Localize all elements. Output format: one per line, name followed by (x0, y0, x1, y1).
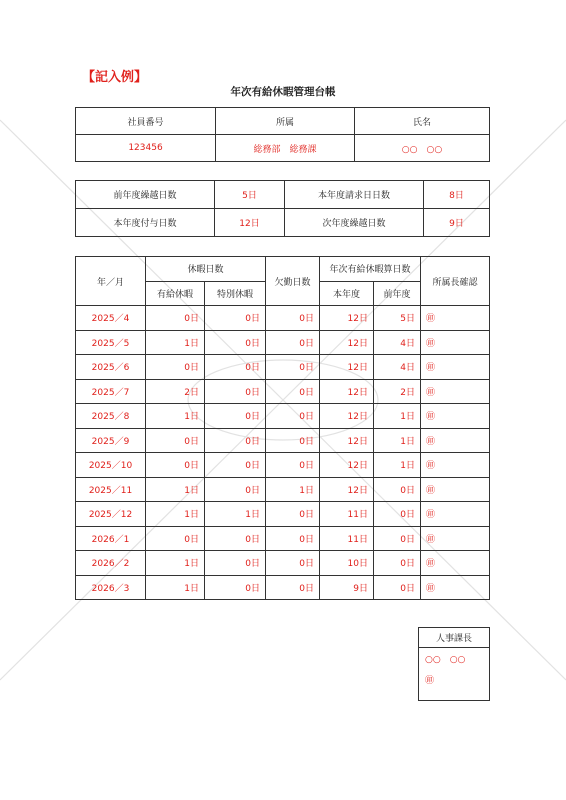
stamp-cell: ㊞ (421, 453, 490, 478)
special-leave-header: 特別休暇 (205, 281, 266, 306)
stamp-cell: ㊞ (421, 575, 490, 600)
stamp-cell: ㊞ (421, 355, 490, 380)
month-cell: 2025／7 (76, 379, 146, 404)
prev-carryover-label: 前年度繰越日数 (76, 181, 215, 209)
month-cell: 2026／1 (76, 526, 146, 551)
table-row (76, 575, 490, 600)
paid-leave-cell: 1日 (146, 477, 205, 502)
last-year-cell: 5日 (374, 306, 421, 331)
table-row (76, 355, 490, 380)
paid-leave-header: 有給休暇 (146, 281, 205, 306)
absence-cell: 0日 (266, 428, 320, 453)
current-requested-value: 8日 (424, 181, 490, 209)
hr-manager-box (418, 627, 490, 701)
paid-leave-cell: 0日 (146, 526, 205, 551)
this-year-cell: 12日 (320, 453, 374, 478)
paid-leave-cell: 1日 (146, 330, 205, 355)
last-year-cell: 0日 (374, 477, 421, 502)
absence-cell: 0日 (266, 330, 320, 355)
current-granted-value: 12日 (215, 209, 285, 237)
manager-confirm-header: 所属長確認 (421, 257, 490, 306)
prev-carryover-value: 5日 (215, 181, 285, 209)
paid-leave-cell: 0日 (146, 355, 205, 380)
page-title: 年次有給休暇管理台帳 (230, 86, 336, 98)
current-granted-label: 本年度付与日数 (76, 209, 215, 237)
name-value: ○○ ○○ (355, 135, 490, 162)
month-cell: 2025／6 (76, 355, 146, 380)
special-leave-cell: 0日 (205, 428, 266, 453)
absence-cell: 0日 (266, 404, 320, 429)
department-value: 総務部 総務課 (216, 135, 355, 162)
table-row (76, 502, 490, 527)
absence-cell: 0日 (266, 379, 320, 404)
absence-cell: 0日 (266, 306, 320, 331)
absence-header: 欠勤日数 (266, 257, 320, 306)
hr-manager-signature (419, 648, 490, 701)
absence-cell: 0日 (266, 502, 320, 527)
month-cell: 2026／3 (76, 575, 146, 600)
employee-number-value: 123456 (76, 135, 216, 162)
special-leave-cell: 0日 (205, 306, 266, 331)
next-carryover-value: 9日 (424, 209, 490, 237)
last-year-cell: 0日 (374, 502, 421, 527)
department-header: 所属 (216, 108, 355, 135)
month-cell: 2025／8 (76, 404, 146, 429)
next-carryover-label: 次年度繰越日数 (285, 209, 424, 237)
month-cell: 2026／2 (76, 551, 146, 576)
last-year-cell: 2日 (374, 379, 421, 404)
month-cell: 2025／12 (76, 502, 146, 527)
stamp-cell: ㊞ (421, 404, 490, 429)
last-year-cell: 1日 (374, 453, 421, 478)
stamp-cell: ㊞ (421, 428, 490, 453)
this-year-cell: 11日 (320, 526, 374, 551)
absence-cell: 0日 (266, 526, 320, 551)
table-row (76, 428, 490, 453)
absence-cell: 0日 (266, 575, 320, 600)
table-row (76, 306, 490, 331)
this-year-cell: 11日 (320, 502, 374, 527)
absence-cell: 0日 (266, 453, 320, 478)
special-leave-cell: 0日 (205, 551, 266, 576)
hr-manager-name: ○○ ○○ (425, 655, 466, 665)
absence-cell: 0日 (266, 551, 320, 576)
paid-leave-cell: 1日 (146, 575, 205, 600)
paid-leave-cell: 0日 (146, 428, 205, 453)
special-leave-cell: 0日 (205, 355, 266, 380)
ledger-body (76, 306, 490, 600)
paid-leave-cell: 0日 (146, 453, 205, 478)
absence-cell: 0日 (266, 355, 320, 380)
stamp-cell: ㊞ (421, 526, 490, 551)
last-year-cell: 0日 (374, 526, 421, 551)
hr-manager-label: 人事課長 (419, 628, 490, 648)
month-cell: 2025／10 (76, 453, 146, 478)
last-year-cell: 4日 (374, 330, 421, 355)
month-cell: 2025／5 (76, 330, 146, 355)
this-year-cell: 9日 (320, 575, 374, 600)
current-requested-label: 本年度請求日日数 (285, 181, 424, 209)
this-year-cell: 12日 (320, 355, 374, 380)
absence-cell: 1日 (266, 477, 320, 502)
stamp-cell: ㊞ (421, 477, 490, 502)
last-year-cell: 1日 (374, 404, 421, 429)
hr-manager-stamp: ㊞ (425, 676, 435, 686)
special-leave-cell: 0日 (205, 404, 266, 429)
special-leave-cell: 1日 (205, 502, 266, 527)
employee-number-header: 社員番号 (76, 108, 216, 135)
this-year-cell: 12日 (320, 306, 374, 331)
this-year-cell: 10日 (320, 551, 374, 576)
leave-ledger-table (75, 256, 490, 600)
leave-summary-table (75, 180, 490, 237)
stamp-cell: ㊞ (421, 502, 490, 527)
special-leave-cell: 0日 (205, 477, 266, 502)
month-header: 年／月 (76, 257, 146, 306)
table-row (76, 551, 490, 576)
special-leave-cell: 0日 (205, 379, 266, 404)
paid-leave-cell: 0日 (146, 306, 205, 331)
stamp-cell: ㊞ (421, 330, 490, 355)
table-row (76, 330, 490, 355)
special-leave-cell: 0日 (205, 526, 266, 551)
paid-leave-cell: 2日 (146, 379, 205, 404)
this-year-cell: 12日 (320, 404, 374, 429)
paid-leave-cell: 1日 (146, 502, 205, 527)
this-year-cell: 12日 (320, 428, 374, 453)
name-header: 氏名 (355, 108, 490, 135)
table-row (76, 477, 490, 502)
last-year-cell: 0日 (374, 551, 421, 576)
this-year-cell: 12日 (320, 477, 374, 502)
this-year-header: 本年度 (320, 281, 374, 306)
table-row (76, 453, 490, 478)
special-leave-cell: 0日 (205, 453, 266, 478)
employee-info-table (75, 107, 490, 162)
example-label: 【記入例】 (82, 70, 148, 85)
last-year-cell: 4日 (374, 355, 421, 380)
paid-leave-cell: 1日 (146, 404, 205, 429)
table-row (76, 404, 490, 429)
paid-leave-cell: 1日 (146, 551, 205, 576)
month-cell: 2025／4 (76, 306, 146, 331)
this-year-cell: 12日 (320, 330, 374, 355)
this-year-cell: 12日 (320, 379, 374, 404)
leave-days-header: 休暇日数 (146, 257, 266, 282)
stamp-cell: ㊞ (421, 551, 490, 576)
last-year-cell: 1日 (374, 428, 421, 453)
last-year-cell: 0日 (374, 575, 421, 600)
annual-calc-header: 年次有給休暇算日数 (320, 257, 421, 282)
stamp-cell: ㊞ (421, 306, 490, 331)
month-cell: 2025／9 (76, 428, 146, 453)
special-leave-cell: 0日 (205, 330, 266, 355)
table-row (76, 379, 490, 404)
stamp-cell: ㊞ (421, 379, 490, 404)
month-cell: 2025／11 (76, 477, 146, 502)
special-leave-cell: 0日 (205, 575, 266, 600)
table-row (76, 526, 490, 551)
last-year-header: 前年度 (374, 281, 421, 306)
